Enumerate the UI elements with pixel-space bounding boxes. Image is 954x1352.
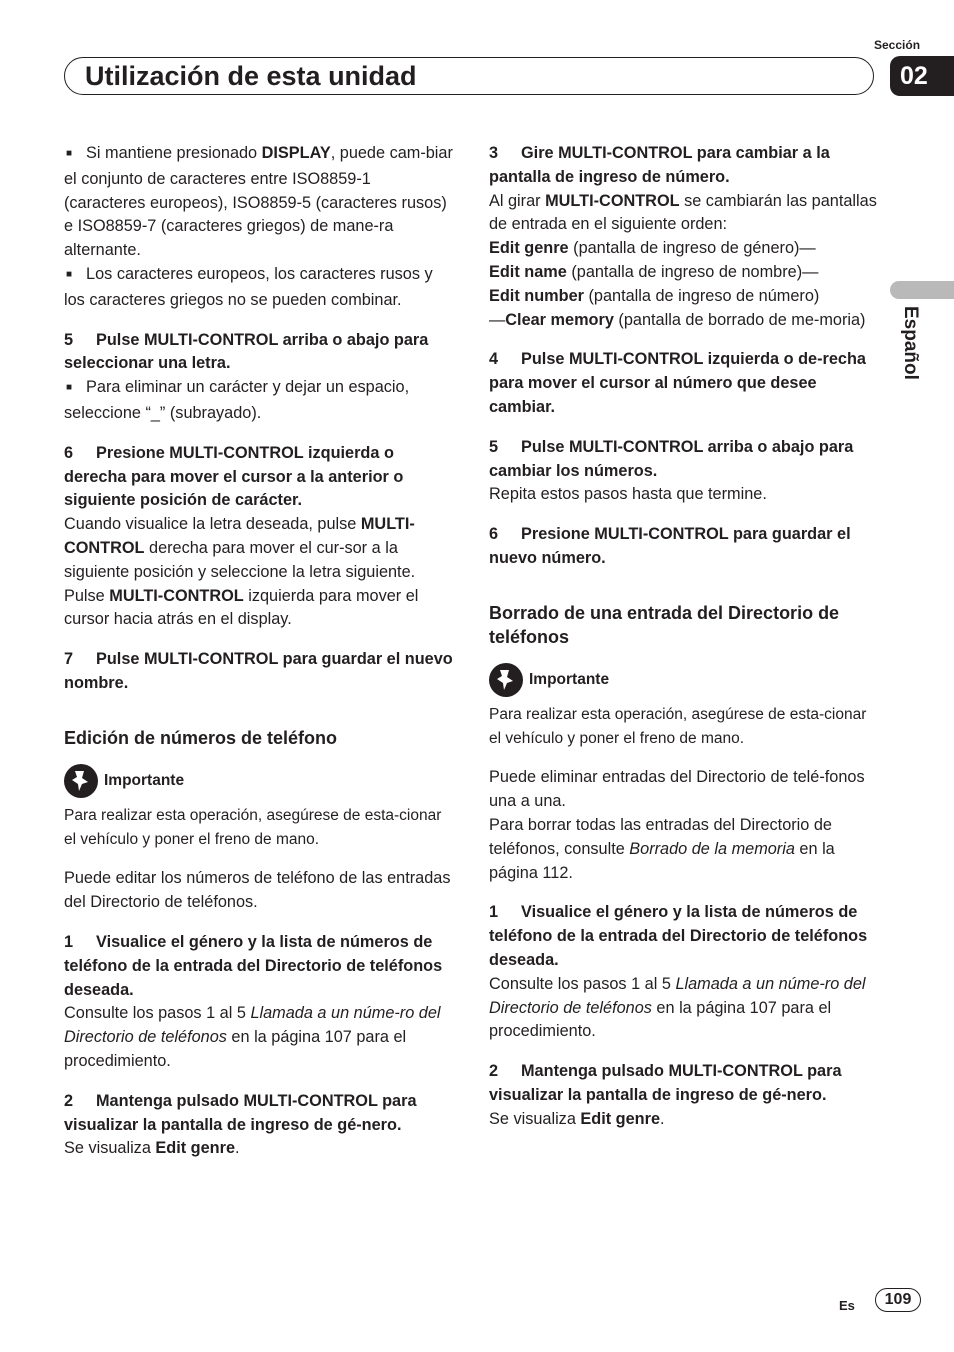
- important-text: Para realizar esta operación, asegúrese de esta-cionar el vehículo y poner el freno de mano.: [489, 705, 867, 747]
- step-body: Repita estos pasos hasta que termine.: [489, 485, 767, 504]
- step-heading: 5 Pulse MULTI-CONTROL arriba o abajo para cambiar los números.: [489, 437, 854, 480]
- page-title: Utilización de esta unidad: [85, 61, 417, 91]
- important-callout: [489, 663, 881, 697]
- paragraph: Para borrar todas las entradas del Directorio de teléfonos, consulte Borrado de la memoria en la página 112.: [489, 815, 835, 882]
- step-heading: 2 Mantenga pulsado MULTI-CONTROL para visualizar la pantalla de ingreso de gé-nero.: [64, 1091, 417, 1134]
- subsection-title: Borrado de una entrada del Directorio de teléfonos: [489, 602, 840, 647]
- step-heading: 5 Pulse MULTI-CONTROL arriba o abajo para seleccionar una letra.: [64, 330, 429, 373]
- note-bullet: ■ Para eliminar un carácter y dejar un espacio, seleccione “_” (subrayado).: [64, 376, 456, 426]
- footer-language: Es: [839, 1298, 855, 1313]
- left-column: [64, 142, 456, 1161]
- step-heading: 6 Presione MULTI-CONTROL para guardar el nuevo número.: [489, 525, 851, 567]
- section-label: Sección: [874, 38, 921, 52]
- subsection-title: Edición de números de teléfono: [64, 727, 338, 748]
- step-body: Cuando visualice la letra deseada, pulse MULTI-CONTROL derecha para mover el cur-sor a la siguiente posición y seleccione la letra siguiente. Pulse MULTI-CONTROL izquierda para mover el cursor hacia atrás en el display.: [64, 515, 419, 629]
- step-body: Consulte los pasos 1 al 5 Llamada a un núme-ro del Directorio de teléfonos en la página 107 para el procedimiento.: [489, 974, 866, 1041]
- important-label: Importante: [529, 670, 610, 688]
- paragraph: Puede editar los números de teléfono de las entradas del Directorio de teléfonos.: [64, 869, 451, 912]
- step-heading: 6 Presione MULTI-CONTROL izquierda o derecha para mover el cursor a la anterior o siguiente posición de carácter.: [64, 443, 404, 510]
- step-heading: 2 Mantenga pulsado MULTI-CONTROL para visualizar la pantalla de ingreso de gé-nero.: [489, 1062, 842, 1104]
- important-icon: [64, 764, 98, 798]
- step-heading: 7 Pulse MULTI-CONTROL para guardar el nuevo nombre.: [64, 650, 453, 692]
- language-tab-marker: [890, 281, 954, 299]
- language-tab-label: Español: [900, 306, 921, 380]
- step-heading: 1 Visualice el género y la lista de números de teléfono de la entrada del Directorio de teléfonos deseada.: [489, 903, 868, 969]
- step-body: Consulte los pasos 1 al 5 Llamada a un núme-ro del Directorio de teléfonos en la página 107 para el procedimiento.: [64, 1004, 441, 1070]
- note-bullet: ■ Los caracteres europeos, los caracteres rusos y los caracteres griegos no se pueden combinar.: [64, 263, 456, 313]
- important-text: Para realizar esta operación, asegúrese de esta-cionar el vehículo y poner el freno de mano.: [64, 806, 442, 848]
- step-body: Se visualiza Edit genre.: [489, 1109, 665, 1128]
- important-callout: [64, 764, 456, 798]
- step-heading: 4 Pulse MULTI-CONTROL izquierda o de-recha para mover el cursor al número que desee cambiar.: [489, 350, 866, 416]
- important-label: Importante: [104, 771, 185, 789]
- step-body: Al girar MULTI-CONTROL se cambiarán las pantallas de entrada en el siguiente orden: Edit genre (pantalla de ingreso de género)— Edit name (pantalla de ingreso de nombre)— Edit number (pantalla de ingreso de número) —Clear memory (pantalla de borrado de me-moria): [489, 191, 877, 329]
- paragraph: Puede eliminar entradas del Directorio de telé-fonos una a una.: [489, 768, 865, 811]
- right-column: [489, 142, 881, 1132]
- page-number: 109: [875, 1288, 921, 1312]
- note-bullet: ■ Si mantiene presionado DISPLAY, puede cam-biar el conjunto de caracteres entre ISO8859-1 (caracteres europeos), ISO8859-5 (caracteres rusos) e ISO8859-7 (caracteres griegos) de mane-ra alternante.: [64, 142, 456, 263]
- step-body: Se visualiza Edit genre.: [64, 1139, 240, 1158]
- important-icon: [489, 663, 523, 697]
- section-number: 02: [890, 56, 954, 96]
- step-heading: 1 Visualice el género y la lista de números de teléfono de la entrada del Directorio de teléfonos deseada.: [64, 932, 443, 999]
- step-heading: 3 Gire MULTI-CONTROL para cambiar a la pantalla de ingreso de número.: [489, 144, 830, 186]
